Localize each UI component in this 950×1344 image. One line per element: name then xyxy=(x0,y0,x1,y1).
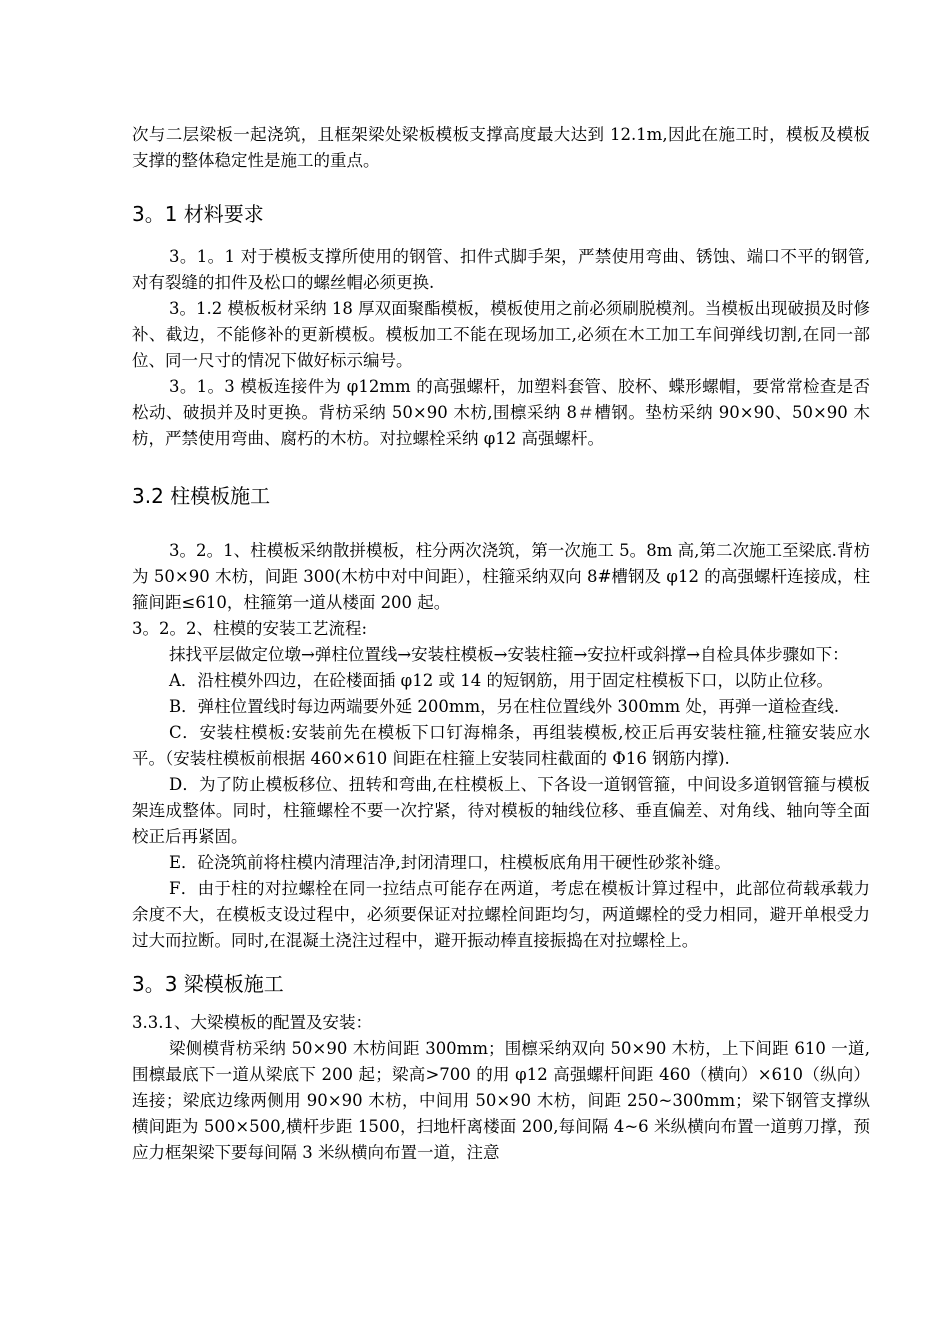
paragraph-step-d: D．为了防止模板移位、扭转和弯曲,在柱模板上、下各设一道钢管箍，中间设多道钢管箍与模板架连成整体。同时，柱箍螺栓不要一次拧紧，待对模板的轴线位移、垂直偏差、对角线、轴向等全面校正后再紧固。 xyxy=(132,775,870,846)
paragraph-process-flow: 抹找平层做定位墩→弹柱位置线→安装柱模板→安装柱箍→安拉杆或斜撑→自检具体步骤如下： xyxy=(169,645,849,664)
section-heading-3-3: 3。3 梁模板施工 xyxy=(132,972,284,996)
paragraph-step-e: E．砼浇筑前将柱模内清理洁净,封闭清理口，柱模板底角用干硬性砂浆补缝。 xyxy=(169,853,731,872)
paragraph-step-c: C．安装柱模板:安装前先在模板下口钉海棉条，再组装模板,校正后再安装柱箍,柱箍安装应水平。（安装柱模板前根据 460×610 间距在柱箍上安装同柱截面的 Φ16 钢筋内撑). xyxy=(132,723,870,768)
section-heading-3-2: 3.2 柱模板施工 xyxy=(132,484,271,508)
paragraph-beam-formwork: 梁侧模背枋采纳 50×90 木枋间距 300mm；围檩采纳双向 50×90 木枋，上下间距 610 一道,围檩最底下一道从梁底下 200 起；梁高>700 的用 φ12 高强螺杆间距 460（横向）×610（纵向）连接；梁底边缘两侧用 90×90 木枋，中间用 50×90 木枋，间距 250~300mm；梁下钢管支撑纵横间距为 500×500,横杆步距 1500，扫地杆离楼面 200,每间隔 4~6 米纵横向布置一道剪刀撑，预应力框架梁下要每间隔 3 米纵横向布置一道，注意 xyxy=(132,1039,870,1162)
paragraph-3-2-1: 3。2。1、柱模板采纳散拼模板，柱分两次浇筑，第一次施工 5。8m 高,第二次施工至梁底.背枋为 50×90 木枋，间距 300(木枋中对中间距），柱箍采纳双向 8#槽钢及 φ12 的高强螺杆连接成，柱箍间距≤610，柱箍第一道从楼面 200 起。 xyxy=(132,541,870,612)
paragraph-3-2-2: 3。2。2、柱模的安装工艺流程: xyxy=(132,619,368,638)
section-heading-3-1: 3。1 材料要求 xyxy=(132,202,264,226)
intro-paragraph: 次与二层梁板一起浇筑，且框架梁处梁板模板支撑高度最大达到 12.1m,因此在施工时，模板及模板支撑的整体稳定性是施工的重点。 xyxy=(132,125,870,170)
paragraph-step-a: A．沿柱模外四边，在砼楼面插 φ12 或 14 的短钢筋，用于固定柱模板下口，以防止位移。 xyxy=(169,671,833,690)
paragraph-step-f: F．由于柱的对拉螺栓在同一拉结点可能存在两道，考虑在模板计算过程中，此部位荷载承载力余度不大，在模板支设过程中，必须要保证对拉螺栓间距均匀，两道螺栓的受力相同，避开单根受力过大而拉断。同时,在混凝土浇注过程中，避开振动棒直接振捣在对拉螺栓上。 xyxy=(132,879,870,950)
paragraph-step-b: B．弹柱位置线时每边两端要外延 200mm，另在柱位置线外 300mm 处，再弹一道检查线. xyxy=(169,697,840,716)
paragraph-3-1-1: 3。1。1 对于模板支撑所使用的钢管、扣件式脚手架，严禁使用弯曲、锈蚀、端口不平的钢管,对有裂缝的扣件及松口的螺丝帽必须更换. xyxy=(132,247,870,292)
paragraph-3-3-1: 3.3.1、大梁模板的配置及安装： xyxy=(132,1013,372,1032)
paragraph-3-1-2: 3。1.2 模板板材采纳 18 厚双面聚酯模板，模板使用之前必须刷脱模剂。当模板出现破损及时修补、截边，不能修补的更新模板。模板加工不能在现场加工,必须在木工加工车间弹线切割,在同一部位、同一尺寸的情况下做好标示编号。 xyxy=(132,299,870,370)
paragraph-3-1-3: 3。1。3 模板连接件为 φ12mm 的高强螺杆，加塑料套管、胶杯、蝶形螺帽，要常常检查是否松动、破损并及时更换。背枋采纳 50×90 木枋,围檩采纳 8＃槽钢。垫枋采纳 90×90、50×90 木枋，严禁使用弯曲、腐朽的木枋。对拉螺栓采纳 φ12 高强螺杆。 xyxy=(132,377,870,448)
